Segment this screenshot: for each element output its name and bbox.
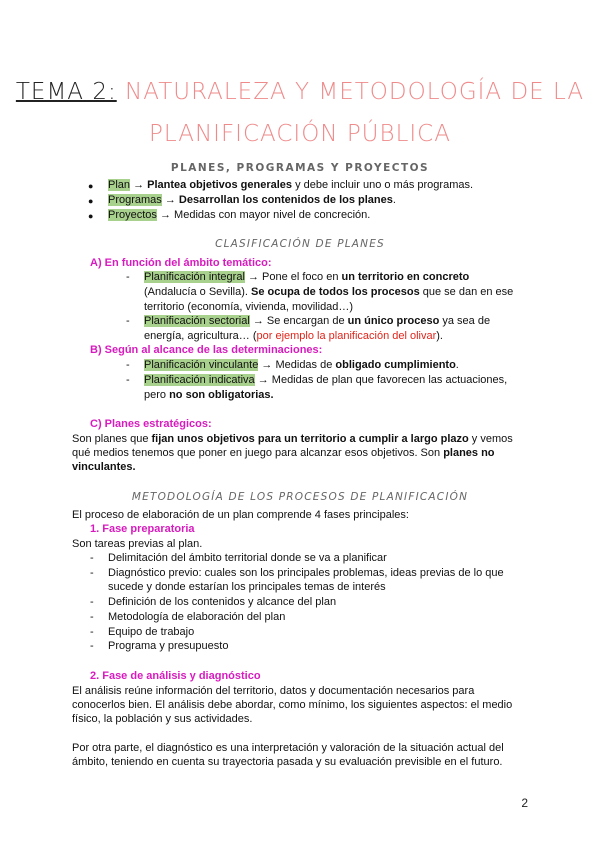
fase-2-p1-line: conocerlos bien. El análisis debe abordar, como mínimo, los siguientes aspectos: el medio: [72, 699, 513, 711]
fase-1-item: Equipo de trabajo: [108, 626, 195, 638]
fase-1-item: Diagnóstico previo: cuales son los principales problemas, ideas previas de lo que: [108, 567, 504, 579]
indicativa-line-2: pero no son obligatorias.: [144, 389, 274, 401]
page-title: [0, 78, 600, 106]
fase-2-p1-line: El análisis reúne información del territorio, datos y documentación necesarios para: [72, 685, 475, 697]
fase-1-item-cont: sucede y donde estarían los principales temas de interés: [108, 581, 386, 593]
fase-1-item: Programa y presupuesto: [108, 640, 229, 652]
bullet: ●: [88, 211, 94, 221]
integral-line-2: (Andalucía o Sevilla). Se ocupa de todos los procesos que se dan en ese: [144, 286, 514, 298]
title-rest-1: NATURALEZA Y METODOLOGÍA DE LA: [125, 79, 585, 105]
fase-2-p2-line: ámbito, teniendo en cuenta su trayectoria pasada y su evaluación previsible en el futuro.: [72, 756, 503, 768]
sectorial-line-1: Planificación sectorial → Se encargan de un único proceso ya sea de: [144, 315, 491, 327]
section-heading-planes: PLANES, PROGRAMAS Y PROYECTOS: [170, 162, 430, 174]
bullet: ●: [88, 196, 94, 206]
fase-2-heading: 2. Fase de análisis y diagnóstico: [90, 670, 261, 682]
c-line-1: Son planes que fijan unos objetivos para un territorio a cumplir a largo plazo y vemos: [72, 433, 513, 445]
c-line-3: vinculantes.: [72, 461, 136, 473]
indicativa-line-1: Planificación indicativa → Medidas de plan que favorecen las actuaciones,: [144, 374, 508, 386]
title-lead: TEMA 2:: [15, 79, 117, 105]
heading-a: A) En función del ámbito temático:: [90, 257, 272, 269]
page-number: 2: [521, 796, 528, 810]
list-item-proyectos: Proyectos → Medidas con mayor nivel de concreción.: [108, 209, 371, 221]
fase-1-sub: Son tareas previas al plan.: [72, 538, 203, 550]
integral-line-3: territorio (economía, vivienda, movilidad…): [144, 301, 354, 313]
sectorial-line-2: energía, agricultura… (por ejemplo la planificación del olivar).: [144, 330, 443, 342]
fase-2-p1-line: físico, la población y sus actividades.: [72, 713, 253, 725]
heading-b: B) Según al alcance de las determinaciones:: [90, 344, 323, 356]
document-page: TEMA 2: NATURALEZA Y METODOLOGÍA DE LA PLANIFICACIÓN PÚBLICA PLANES, PROGRAMAS Y PROYECTOS ● Plan → Plantea objetivos generales y debe incluir uno o más programas. ● Programas → Desarrollan los contenidos de los planes. ● Proyectos → Medidas con mayor nivel de concreción. CLASIFICACIÓN DE PLANES A) En función del ámbito temático: - Planificación integral → Pone el foco en un territorio en concreto (Andalucía o Sevilla). Se ocupa de todos los procesos que se dan en ese territorio (economía, vivienda, movilidad…) - Planificación sectorial → Se encargan de un único proceso ya sea de energía, agricultura… (por ejemplo la planificación del olivar). B) Según al alcance de las determinaciones: - Planificación vinculante → Medidas de obligado cumplimiento. - Planificación indicativa → Medidas de plan que favorecen las actuaciones, pero no son obligatorias. C) Planes estratégicos: Son planes que fijan unos objetivos para un territorio a cumplir a largo plazo y vemos qué medios tenemos que poner en juego para alcanzar esos objetivos. Son planes no vinculantes. METODOLOGÍA DE LOS PROCESOS DE PLANIFICACIÓN El proceso de elaboración de un plan comprende 4 fases principales: 1. Fase preparatoria Son tareas previas al plan. - Delimitación del ámbito territorial donde se va a planificar - Diagnóstico previo: cuales son los principales problemas, ideas previas de lo que sucede y donde estarían los principales temas de interés - Definición de los contenidos y alcance del plan - Metodología de elaboración del plan - Equipo de trabajo - Programa y presupuesto 2. Fase de análisis y diagnóstico El análisis reúne información del territorio, datos y documentación necesarios para conocerlos bien. El análisis debe abordar, como mínimo, los siguientes aspectos: el medio físico, la población y sus actividades. Por otra parte, el diagnóstico es una interpretación y valoración de la situación actual del ámbito, teniendo en cuenta su trayectoria pasada y su evaluación previsible en el futuro. 2: [0, 0, 600, 848]
fase-1-item: Delimitación del ámbito territorial donde se va a planificar: [108, 552, 387, 564]
fase-1-item: Metodología de elaboración del plan: [108, 611, 286, 623]
section-heading-metodologia: METODOLOGÍA DE LOS PROCESOS DE PLANIFICACIÓN: [131, 491, 469, 503]
fase-1-heading: 1. Fase preparatoria: [90, 523, 195, 535]
section-heading-clasificacion: CLASIFICACIÓN DE PLANES: [215, 238, 385, 250]
heading-c: C) Planes estratégicos:: [90, 418, 212, 430]
integral-line-1: Planificación integral → Pone el foco en un territorio en concreto: [144, 271, 470, 283]
list-item-plan: Plan → Plantea objetivos generales y debe incluir uno o más programas.: [108, 179, 474, 191]
list-item-programas: Programas → Desarrollan los contenidos de los planes.: [108, 194, 396, 206]
fase-2-p2-line: Por otra parte, el diagnóstico es una interpretación y valoración de la situación actual del: [72, 742, 504, 754]
page-title-line-2: [0, 120, 600, 148]
fase-1-item: Definición de los contenidos y alcance del plan: [108, 596, 337, 608]
intro-paragraph: El proceso de elaboración de un plan comprende 4 fases principales:: [72, 509, 409, 521]
vinculante-line: Planificación vinculante → Medidas de obligado cumplimiento.: [144, 359, 459, 371]
c-line-2: qué medios tenemos que poner en juego para alcanzar esos objetivos. Son planes no: [72, 447, 495, 459]
title-rest-2: PLANIFICACIÓN PÚBLICA: [149, 121, 451, 147]
bullet: ●: [88, 181, 94, 191]
